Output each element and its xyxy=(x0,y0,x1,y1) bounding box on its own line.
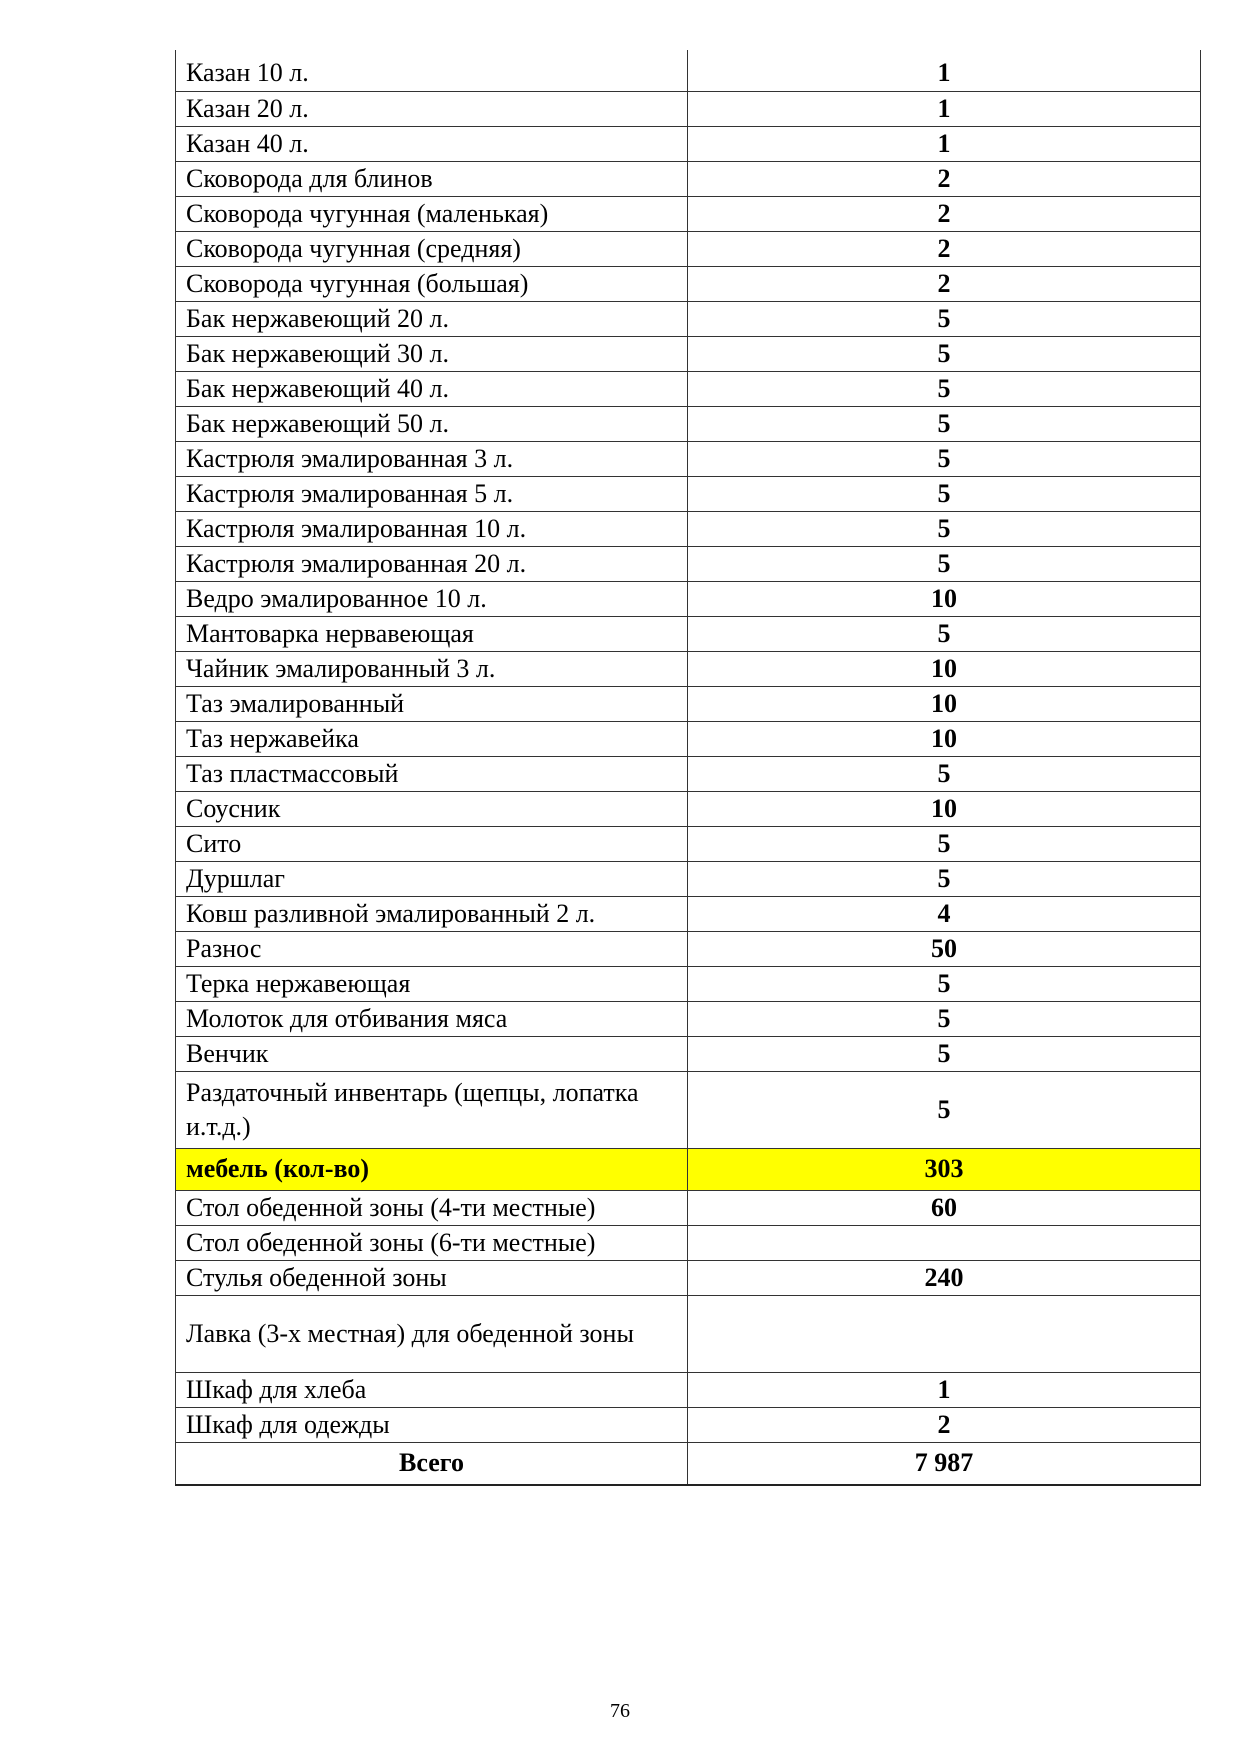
table-row xyxy=(176,231,1201,266)
table-row xyxy=(176,50,1201,91)
item-qty: 10 xyxy=(688,651,1201,686)
item-name: Соусник xyxy=(176,791,688,826)
table-row xyxy=(176,861,1201,896)
item-name: Казан 20 л. xyxy=(176,91,688,126)
item-qty: 60 xyxy=(688,1190,1201,1225)
item-name: Разнос xyxy=(176,931,688,966)
item-name: Шкаф для одежды xyxy=(176,1407,688,1442)
item-name: Таз эмалированный xyxy=(176,686,688,721)
item-name: Кастрюля эмалированная 10 л. xyxy=(176,511,688,546)
item-qty: 50 xyxy=(688,931,1201,966)
item-qty: 240 xyxy=(688,1260,1201,1295)
item-qty: 5 xyxy=(688,336,1201,371)
table-row xyxy=(176,966,1201,1001)
item-name: Мантоварка нервавеющая xyxy=(176,616,688,651)
total-value: 7 987 xyxy=(688,1442,1201,1485)
item-qty: 5 xyxy=(688,441,1201,476)
table-row xyxy=(176,1001,1201,1036)
table-row xyxy=(176,371,1201,406)
item-qty: 4 xyxy=(688,896,1201,931)
item-qty: 5 xyxy=(688,1036,1201,1071)
section-row-furniture xyxy=(176,1148,1201,1190)
page-number: 76 xyxy=(610,1700,630,1722)
table-row xyxy=(176,161,1201,196)
item-qty: 5 xyxy=(688,616,1201,651)
table-row xyxy=(176,126,1201,161)
table-row xyxy=(176,266,1201,301)
item-name: Стулья обеденной зоны xyxy=(176,1260,688,1295)
item-qty: 10 xyxy=(688,686,1201,721)
item-name: Кастрюля эмалированная 3 л. xyxy=(176,441,688,476)
total-label: Всего xyxy=(176,1442,688,1485)
table-row xyxy=(176,1372,1201,1407)
total-row xyxy=(176,1442,1201,1485)
item-qty: 1 xyxy=(688,1372,1201,1407)
item-qty xyxy=(688,1225,1201,1260)
table-row xyxy=(176,721,1201,756)
table-row xyxy=(176,301,1201,336)
item-name: Шкаф для хлеба xyxy=(176,1372,688,1407)
item-qty: 5 xyxy=(688,476,1201,511)
item-qty: 10 xyxy=(688,581,1201,616)
item-name: Терка нержавеющая xyxy=(176,966,688,1001)
item-qty: 5 xyxy=(688,301,1201,336)
item-name: Стол обеденной зоны (4-ти местные) xyxy=(176,1190,688,1225)
item-name: Казан 40 л. xyxy=(176,126,688,161)
item-name: Лавка (3-х местная) для обеденной зоны xyxy=(176,1295,688,1372)
table-row xyxy=(176,476,1201,511)
table-row xyxy=(176,581,1201,616)
table-row xyxy=(176,616,1201,651)
item-name: Таз пластмассовый xyxy=(176,756,688,791)
item-qty: 2 xyxy=(688,1407,1201,1442)
item-name: Казан 10 л. xyxy=(176,50,688,91)
item-name: Таз нержавейка xyxy=(176,721,688,756)
item-qty: 5 xyxy=(688,861,1201,896)
table-row xyxy=(176,91,1201,126)
section-name: мебель (кол-во) xyxy=(176,1148,688,1190)
table-row xyxy=(176,896,1201,931)
item-qty: 2 xyxy=(688,161,1201,196)
item-name: Венчик xyxy=(176,1036,688,1071)
table-row xyxy=(176,1071,1201,1148)
item-qty: 5 xyxy=(688,406,1201,441)
item-name: Ведро эмалированное 10 л. xyxy=(176,581,688,616)
item-qty: 5 xyxy=(688,826,1201,861)
table-row xyxy=(176,196,1201,231)
section-qty: 303 xyxy=(688,1148,1201,1190)
inventory-table xyxy=(175,50,1201,1486)
table-row xyxy=(176,826,1201,861)
item-name: Чайник эмалированный 3 л. xyxy=(176,651,688,686)
table-row xyxy=(176,1260,1201,1295)
item-name: Стол обеденной зоны (6-ти местные) xyxy=(176,1225,688,1260)
item-qty: 5 xyxy=(688,966,1201,1001)
item-name: Ковш разливной эмалированный 2 л. xyxy=(176,896,688,931)
item-name: Сковорода для блинов xyxy=(176,161,688,196)
table-row xyxy=(176,791,1201,826)
item-qty xyxy=(688,1295,1201,1372)
item-qty: 5 xyxy=(688,756,1201,791)
item-name: Сковорода чугунная (маленькая) xyxy=(176,196,688,231)
table-row xyxy=(176,1295,1201,1372)
item-name: Бак нержавеющий 50 л. xyxy=(176,406,688,441)
item-name: Сковорода чугунная (средняя) xyxy=(176,231,688,266)
table-row xyxy=(176,686,1201,721)
item-name: Сковорода чугунная (большая) xyxy=(176,266,688,301)
item-name: Кастрюля эмалированная 20 л. xyxy=(176,546,688,581)
item-qty: 5 xyxy=(688,546,1201,581)
item-qty: 2 xyxy=(688,266,1201,301)
table-row xyxy=(176,1190,1201,1225)
item-qty: 10 xyxy=(688,721,1201,756)
item-name: Дуршлаг xyxy=(176,861,688,896)
item-qty: 5 xyxy=(688,1071,1201,1148)
item-name: Кастрюля эмалированная 5 л. xyxy=(176,476,688,511)
item-qty: 2 xyxy=(688,196,1201,231)
table-row xyxy=(176,931,1201,966)
item-qty: 2 xyxy=(688,231,1201,266)
item-name: Бак нержавеющий 30 л. xyxy=(176,336,688,371)
table-row xyxy=(176,441,1201,476)
item-qty: 1 xyxy=(688,126,1201,161)
item-name: Молоток для отбивания мяса xyxy=(176,1001,688,1036)
item-name: Бак нержавеющий 40 л. xyxy=(176,371,688,406)
item-name: Раздаточный инвентарь (щепцы, лопатка и.т.д.) xyxy=(176,1071,688,1148)
item-qty: 5 xyxy=(688,511,1201,546)
item-qty: 5 xyxy=(688,1001,1201,1036)
item-name: Сито xyxy=(176,826,688,861)
table-row xyxy=(176,406,1201,441)
item-qty: 5 xyxy=(688,371,1201,406)
item-qty: 10 xyxy=(688,791,1201,826)
item-qty: 1 xyxy=(688,50,1201,91)
table-row xyxy=(176,756,1201,791)
table-row xyxy=(176,651,1201,686)
item-name: Бак нержавеющий 20 л. xyxy=(176,301,688,336)
table-row xyxy=(176,1036,1201,1071)
table-row xyxy=(176,1407,1201,1442)
table-row xyxy=(176,336,1201,371)
table-row xyxy=(176,511,1201,546)
table-row xyxy=(176,1225,1201,1260)
table-row xyxy=(176,546,1201,581)
item-qty: 1 xyxy=(688,91,1201,126)
